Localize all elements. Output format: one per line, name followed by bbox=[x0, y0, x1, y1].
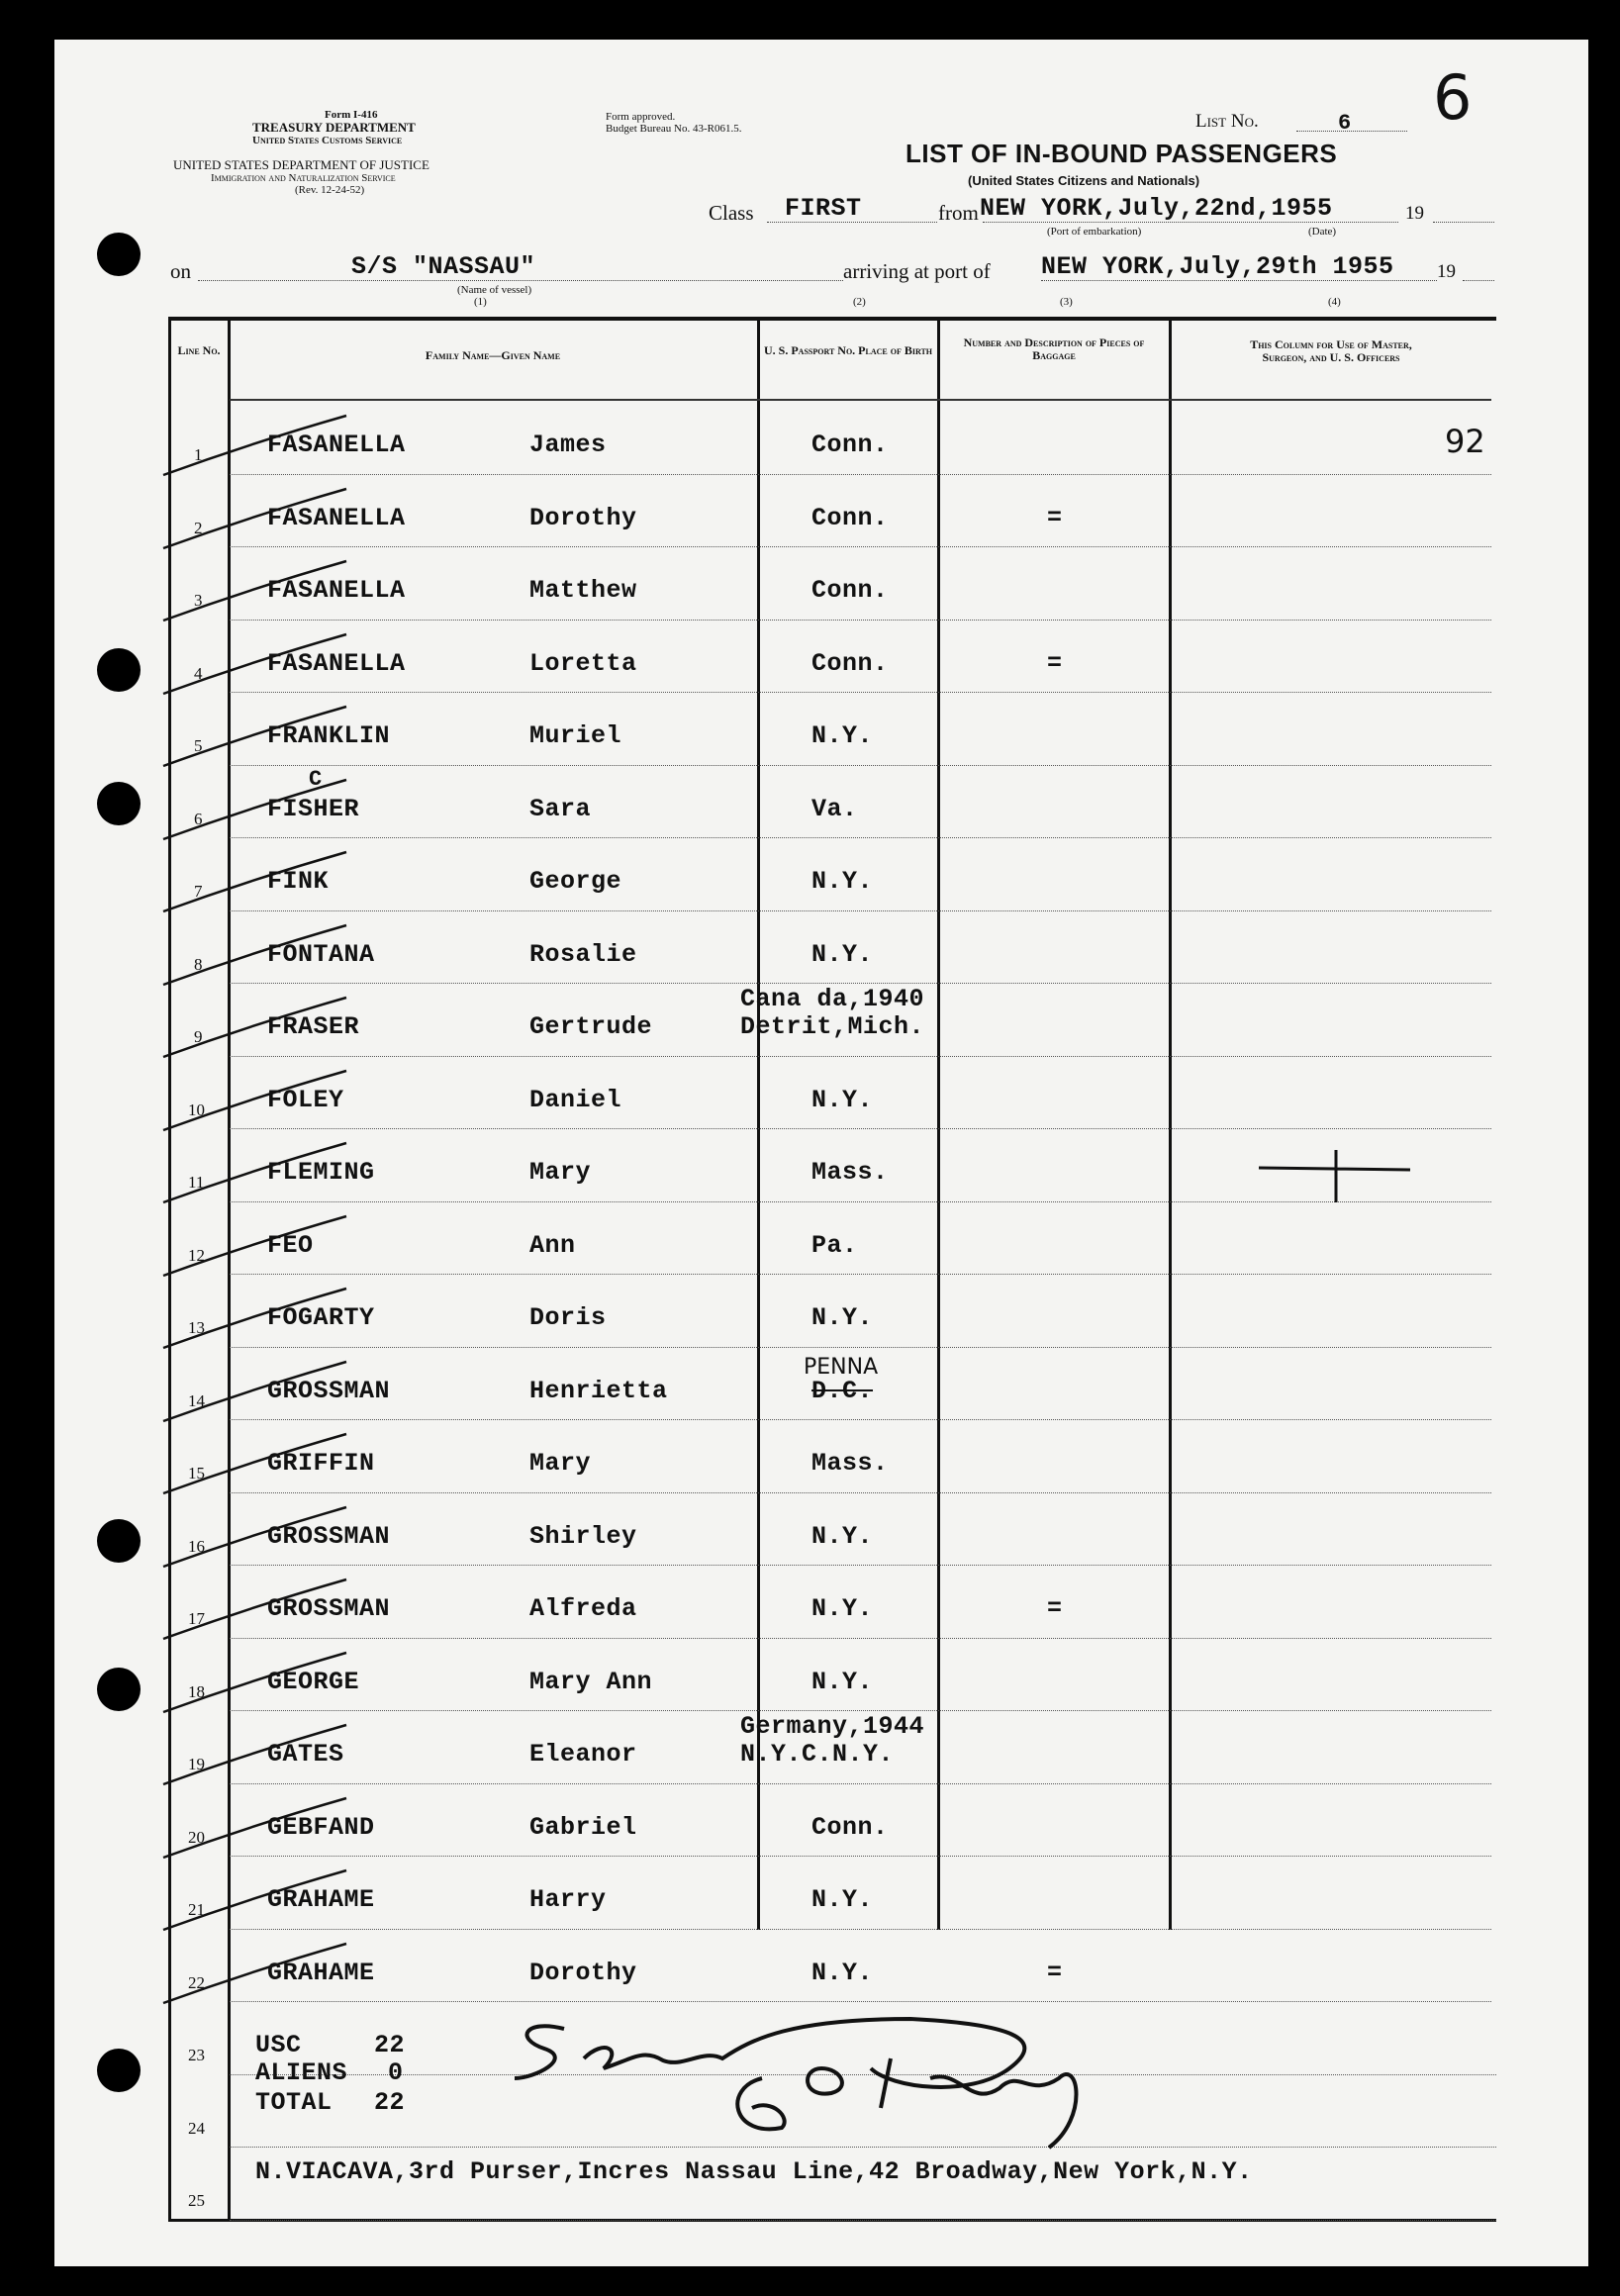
officer-note: 92 bbox=[1445, 423, 1485, 460]
family-name: GRIFFIN bbox=[267, 1449, 375, 1478]
place-of-birth: N.Y. bbox=[811, 1594, 874, 1623]
place-of-birth: D.C. bbox=[811, 1376, 874, 1405]
col-divider-name bbox=[757, 317, 760, 1930]
given-name: Gabriel bbox=[529, 1812, 637, 1842]
given-name: Muriel bbox=[529, 721, 622, 750]
port-embarkation-label: (Port of embarkation) bbox=[1047, 226, 1142, 238]
date-label: (Date) bbox=[1308, 226, 1337, 238]
family-name: FRANKLIN bbox=[267, 721, 391, 750]
punch-hole bbox=[97, 2049, 141, 2092]
arriving-label: arriving at port of bbox=[843, 259, 991, 283]
row-rule bbox=[230, 1419, 1491, 1420]
line-number: 2 bbox=[194, 518, 203, 537]
row-rule bbox=[230, 1565, 1491, 1566]
given-name: Doris bbox=[529, 1303, 607, 1332]
line-number: 4 bbox=[194, 663, 203, 683]
col3-num: (3) bbox=[1060, 296, 1073, 308]
family-name: FOLEY bbox=[267, 1085, 344, 1114]
total-label: TOTAL bbox=[255, 2088, 333, 2117]
row-rule bbox=[230, 837, 1491, 838]
row-rule bbox=[230, 1274, 1491, 1275]
given-name: Sara bbox=[529, 794, 592, 823]
line-number: 5 bbox=[194, 736, 203, 755]
row-rule bbox=[230, 620, 1491, 621]
line-number: 23 bbox=[188, 2046, 205, 2064]
family-name: GROSSMAN bbox=[267, 1376, 391, 1405]
total-value: 22 bbox=[374, 2088, 406, 2117]
given-name: Harry bbox=[529, 1885, 607, 1914]
given-name: Dorothy bbox=[529, 1958, 637, 1987]
family-name: FRASER bbox=[267, 1012, 360, 1041]
place-of-birth: N.Y. bbox=[811, 939, 874, 969]
row-rule bbox=[230, 1128, 1491, 1129]
col-divider-passport bbox=[937, 317, 940, 1930]
family-name: FASANELLA bbox=[267, 576, 406, 605]
row-rule bbox=[230, 1347, 1491, 1348]
row-rule bbox=[230, 1783, 1491, 1784]
row-rule bbox=[230, 765, 1491, 766]
punch-hole bbox=[97, 782, 141, 825]
line-number: 6 bbox=[194, 809, 203, 828]
place-of-birth: N.Y. bbox=[811, 867, 874, 896]
vessel-label: (Name of vessel) bbox=[457, 284, 532, 296]
class-label: Class bbox=[709, 201, 754, 225]
row-rule bbox=[230, 910, 1491, 911]
place-of-birth: Conn. bbox=[811, 576, 889, 605]
family-name: FONTANA bbox=[267, 939, 375, 969]
row-rule bbox=[230, 1856, 1491, 1857]
line-number: 8 bbox=[194, 954, 203, 974]
line-number: 9 bbox=[194, 1027, 203, 1046]
place-of-birth: Pa. bbox=[811, 1230, 858, 1260]
line-number: 17 bbox=[188, 1609, 205, 1628]
ins-label: Immigration and Naturalization Service bbox=[211, 172, 396, 184]
line-number: 21 bbox=[188, 1900, 205, 1919]
line-number: 18 bbox=[188, 1681, 205, 1701]
family-name: FINK bbox=[267, 867, 330, 896]
family-name: GRAHAME bbox=[267, 1958, 375, 1987]
given-name: George bbox=[529, 867, 622, 896]
family-name: GROSSMAN bbox=[267, 1521, 391, 1551]
aliens-value: 0 bbox=[388, 2058, 404, 2087]
class-value: FIRST bbox=[785, 194, 862, 223]
place-of-birth: Conn. bbox=[811, 430, 889, 459]
line-number: 14 bbox=[188, 1390, 205, 1410]
header-bottom-rule bbox=[230, 399, 1491, 401]
row-rule bbox=[230, 1056, 1491, 1057]
given-name: Alfreda bbox=[529, 1594, 637, 1623]
given-name: Daniel bbox=[529, 1085, 622, 1114]
form-number: Form I-416 bbox=[325, 109, 378, 121]
place-of-birth: Va. bbox=[811, 794, 858, 823]
place-of-birth: N.Y.C.N.Y. bbox=[740, 1740, 895, 1769]
family-name: GATES bbox=[267, 1740, 344, 1769]
punch-hole bbox=[97, 648, 141, 692]
header-name: Family Name—Given Name bbox=[425, 348, 561, 362]
place-of-birth: N.Y. bbox=[811, 1521, 874, 1551]
baggage-mark: = bbox=[1047, 503, 1063, 532]
list-subtitle: (United States Citizens and Nationals) bbox=[968, 173, 1200, 188]
line-number: 13 bbox=[188, 1318, 205, 1337]
given-name: Henrietta bbox=[529, 1376, 668, 1405]
header-passport: U. S. Passport No. Place of Birth bbox=[764, 343, 933, 357]
year-suffix-2: 19 bbox=[1437, 261, 1456, 282]
given-name: Ann bbox=[529, 1230, 576, 1260]
given-name: Dorothy bbox=[529, 503, 637, 532]
row-rule bbox=[230, 546, 1491, 547]
purser-line: N.VIACAVA,3rd Purser,Incres Nassau Line,42 Broadway,New York,N.Y. bbox=[255, 2157, 1253, 2186]
given-name: Mary Ann bbox=[529, 1667, 653, 1696]
page-mark: 6 bbox=[1433, 61, 1473, 134]
given-name: James bbox=[529, 430, 607, 459]
given-name: Eleanor bbox=[529, 1740, 637, 1769]
baggage-mark: = bbox=[1047, 1594, 1063, 1623]
place-of-birth: Mass. bbox=[811, 1158, 889, 1187]
vessel-name: S/S "NASSAU" bbox=[351, 252, 536, 281]
on-label: on bbox=[170, 259, 191, 283]
usc-label: USC bbox=[255, 2031, 302, 2059]
aliens-label: ALIENS bbox=[255, 2058, 348, 2087]
family-name: FASANELLA bbox=[267, 503, 406, 532]
line-number: 12 bbox=[188, 1245, 205, 1265]
header-baggage: Number and Description of Pieces of Baggage bbox=[963, 335, 1145, 362]
family-name: FASANELLA bbox=[267, 648, 406, 678]
place-of-birth-annotation: Cana da,1940 bbox=[740, 985, 925, 1013]
header-officers: This Column for Use of Master, Surgeon, and U. S. Officers bbox=[1250, 337, 1412, 364]
line-number: 22 bbox=[188, 1972, 205, 1992]
year-line-2 bbox=[1463, 280, 1494, 281]
line-number: 1 bbox=[194, 445, 203, 464]
punch-hole bbox=[97, 233, 141, 276]
place-of-birth: Conn. bbox=[811, 503, 889, 532]
place-of-birth: Mass. bbox=[811, 1449, 889, 1478]
col-divider-baggage bbox=[1169, 317, 1172, 1930]
place-of-birth: Detrit,Mich. bbox=[740, 1012, 925, 1041]
from-value: NEW YORK,July,22nd,1955 bbox=[980, 194, 1333, 223]
line-number: 3 bbox=[194, 591, 203, 610]
line-number: 20 bbox=[188, 1827, 205, 1847]
punch-hole bbox=[97, 1519, 141, 1563]
row-rule bbox=[230, 1492, 1491, 1493]
list-title: LIST OF IN-BOUND PASSENGERS bbox=[905, 139, 1338, 168]
place-of-birth: N.Y. bbox=[811, 1303, 874, 1332]
family-name: GROSSMAN bbox=[267, 1594, 391, 1623]
punch-hole bbox=[97, 1668, 141, 1711]
family-name: FISHER bbox=[267, 794, 360, 823]
from-label: from bbox=[938, 201, 979, 225]
place-of-birth: N.Y. bbox=[811, 1085, 874, 1114]
family-name: FLEMING bbox=[267, 1158, 375, 1187]
officer-mark bbox=[1257, 1148, 1415, 1207]
table-top-rule bbox=[170, 317, 1496, 321]
baggage-mark: = bbox=[1047, 648, 1063, 678]
line-number: 10 bbox=[188, 1100, 205, 1119]
justice-dept: UNITED STATES DEPARTMENT OF JUSTICE bbox=[173, 157, 429, 172]
row-rule bbox=[230, 1638, 1491, 1639]
place-of-birth: N.Y. bbox=[811, 1885, 874, 1914]
place-of-birth: Conn. bbox=[811, 648, 889, 678]
list-no-label: List No. bbox=[1195, 111, 1259, 132]
row-rule bbox=[230, 2220, 1496, 2221]
given-name: Loretta bbox=[529, 648, 637, 678]
family-name: GEBFAND bbox=[267, 1812, 375, 1842]
list-no-value: 6 bbox=[1338, 111, 1352, 136]
col4-num: (4) bbox=[1328, 296, 1341, 308]
vessel-col-num: (1) bbox=[474, 296, 487, 308]
place-of-birth: N.Y. bbox=[811, 1958, 874, 1987]
place-of-birth: N.Y. bbox=[811, 721, 874, 750]
year-suffix: 19 bbox=[1405, 203, 1424, 224]
place-of-birth: N.Y. bbox=[811, 1667, 874, 1696]
header-line-no: Line No. bbox=[177, 343, 221, 357]
given-name: Mary bbox=[529, 1158, 592, 1187]
arriving-value: NEW YORK,July,29th 1955 bbox=[1041, 252, 1394, 281]
line-number: 19 bbox=[188, 1755, 205, 1773]
row-rule bbox=[230, 1929, 1491, 1930]
place-of-birth: Conn. bbox=[811, 1812, 889, 1842]
line-number: 11 bbox=[188, 1173, 205, 1192]
customs-service: United States Customs Service bbox=[252, 135, 403, 146]
row-rule bbox=[230, 983, 1491, 984]
row-rule bbox=[230, 474, 1491, 475]
family-name: FASANELLA bbox=[267, 430, 406, 459]
family-name: FOGARTY bbox=[267, 1303, 375, 1332]
list-no-line bbox=[1296, 131, 1407, 132]
given-name: Matthew bbox=[529, 576, 637, 605]
line-number: 16 bbox=[188, 1536, 205, 1556]
given-name: Rosalie bbox=[529, 939, 637, 969]
row-rule bbox=[230, 692, 1491, 693]
line-number: 24 bbox=[188, 2118, 205, 2138]
baggage-mark: = bbox=[1047, 1958, 1063, 1987]
place-of-birth-annotation: Germany,1944 bbox=[740, 1712, 925, 1741]
col2-num: (2) bbox=[853, 296, 866, 308]
given-name: Gertrude bbox=[529, 1012, 653, 1041]
treasury-dept: TREASURY DEPARTMENT bbox=[252, 120, 416, 135]
family-name: GRAHAME bbox=[267, 1885, 375, 1914]
line-number: 7 bbox=[194, 882, 203, 901]
family-name: FEO bbox=[267, 1230, 314, 1260]
budget-bureau: Budget Bureau No. 43-R061.5. bbox=[606, 123, 742, 135]
signature bbox=[495, 1999, 1207, 2167]
usc-value: 22 bbox=[374, 2031, 406, 2059]
line-number: 25 bbox=[188, 2191, 205, 2210]
line-number: 15 bbox=[188, 1464, 205, 1483]
place-of-birth-annotation: PENNA bbox=[804, 1354, 879, 1380]
revision-label: (Rev. 12-24-52) bbox=[295, 184, 365, 196]
year-line bbox=[1433, 222, 1494, 223]
given-name: Mary bbox=[529, 1449, 592, 1478]
row-rule bbox=[230, 1710, 1491, 1711]
form-approved: Form approved. bbox=[606, 111, 676, 123]
annotation-c: C bbox=[309, 766, 323, 792]
given-name: Shirley bbox=[529, 1521, 637, 1551]
family-name: GEORGE bbox=[267, 1667, 360, 1696]
